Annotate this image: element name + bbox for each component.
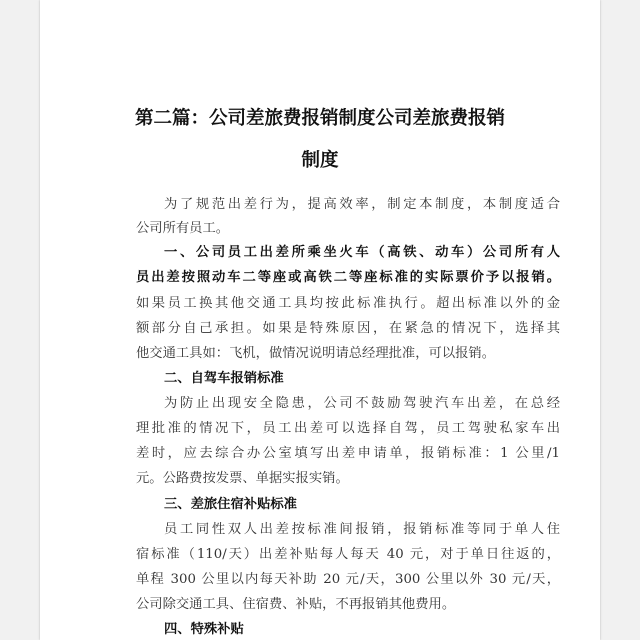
section-1-line-5: 他交通工具如：飞机，做情况说明请总经理批准，可以报销。 <box>136 346 496 361</box>
section-2-line-4: 元。公路费按发票、单据实报实销。 <box>136 471 349 486</box>
document-page <box>40 0 600 640</box>
section-2-line-2: 理批准的情况下，员工出差可以选择自驾，员工驾驶私家车出 <box>136 421 560 436</box>
section-1-line-3: 如果员工换其他交通工具均按此标准执行。超出标准以外的金 <box>136 296 560 311</box>
document-title-line-2: 制度 <box>301 150 339 171</box>
section-1-line-2: 员出差按照动车二等座或高铁二等座标准的实际票价予以报销。 <box>136 270 560 285</box>
section-3-line-4: 公司除交通工具、住宿费、补贴，不再报销其他费用。 <box>136 597 456 612</box>
document-title-line-1: 第二篇：公司差旅费报销制度公司差旅费报销 <box>134 108 505 129</box>
section-2-line-1: 为防止出现安全隐患，公司不鼓励驾驶汽车出差，在总经 <box>164 396 560 411</box>
section-2-line-3: 差时，应去综合办公室填写出差申请单，报销标准：1 公里/1 <box>136 446 560 461</box>
paragraph-intro-line-1: 为了规范出差行为，提高效率，制定本制度，本制度适合 <box>164 197 560 212</box>
section-3-heading: 三、差旅住宿补贴标准 <box>164 497 297 512</box>
section-3-line-2: 宿标准（110/天）出差补贴每人每天 40 元，对于单日往返的， <box>136 547 560 562</box>
section-3-line-1: 员工同性双人出差按标准间报销，报销标准等同于单人住 <box>164 522 560 537</box>
section-1-heading-line: 一、公司员工出差所乘坐火车（高铁、动车）公司所有人 <box>164 245 560 260</box>
section-2-heading: 二、自驾车报销标准 <box>164 371 284 386</box>
section-3-line-3: 单程 300 公里以内每天补助 20 元/天，300 公里以外 30 元/天， <box>136 572 560 587</box>
section-4-heading: 四、特殊补贴 <box>164 622 244 637</box>
paragraph-intro-line-2: 公司所有员工。 <box>136 221 230 236</box>
section-1-line-4: 额部分自己承担。如果是特殊原因，在紧急的情况下，选择其 <box>136 321 560 336</box>
